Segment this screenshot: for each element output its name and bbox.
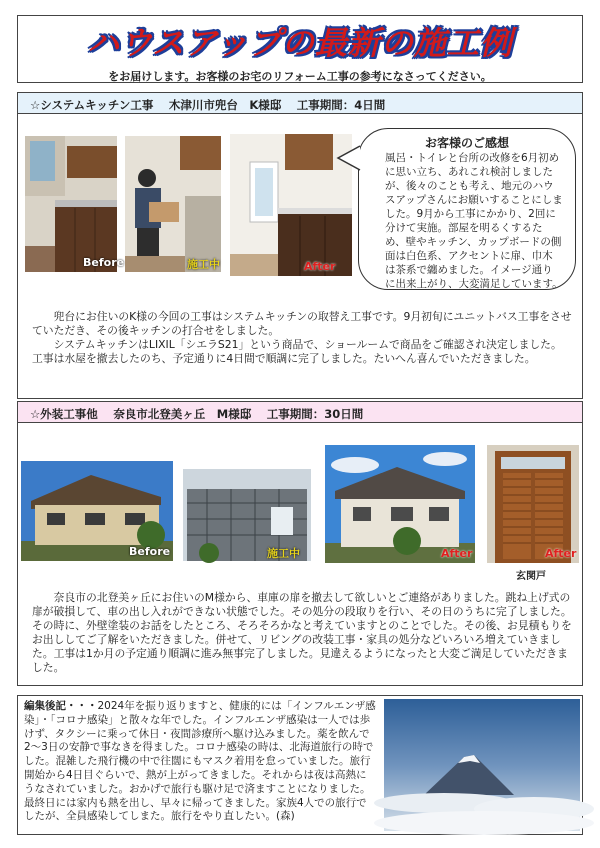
- house-during-photo: [183, 469, 311, 561]
- kitchen-before-photo: [25, 136, 125, 272]
- after-label-3: After: [545, 547, 577, 560]
- section1-body-p1: 兜台にお住いのK様の今回の工事はシステムキッチンの取替え工事です。9月初旬にユニットバス工事をさせていただき、その後キッチンの打合せをしました。: [32, 310, 572, 337]
- before-label-2: Before: [129, 545, 171, 558]
- editor-note: [24, 700, 376, 824]
- customer-voice-title: お客様のご感想: [424, 136, 509, 150]
- page-title: ハウスアップの最新の施工例: [87, 24, 513, 62]
- customer-voice-bubble: [358, 128, 576, 290]
- section1-box: [17, 113, 583, 399]
- customer-voice-text: 風呂・トイレと台所の改修を6月初めに思い立ち、あれこれ検討しましたが、後々のことも考え、地元のハウスアップさんにお願いすることにしました。9月から工事にかかり、2回に分けて実施。部屋を明るくするため、壁やキッチン、カップボードの側面は白色系、アクセントに扉、巾木は茶系で纏めました。イメージ通りに出来上がり、大変満足しています。: [385, 152, 563, 290]
- during-label-2: 施工中: [267, 547, 300, 560]
- header-box: [17, 15, 583, 83]
- section1-body-p2: システムキッチンはLIXIL「シエラS21」という商品で、ショールームで商品をご確認され決定しました。工事は水屋を撤去したのち、予定通りに4日間で順調に完了しました。たいへん喜んでいただきました。: [32, 338, 562, 365]
- section2-box: [17, 422, 583, 686]
- before-label: Before: [83, 256, 125, 269]
- editor-note-heading: 編集後記・・・: [24, 700, 98, 712]
- page-subtitle: をお届けします。お客様のお宅のリフォーム工事の参考になさってください。: [108, 70, 492, 83]
- kitchen-during-photo: [125, 136, 221, 272]
- editor-note-text: 2024年を振り返りますと、健康的には「インフルエンザ感染」・「コロナ感染」と散々な年でした。インフルエンザ感染は一人では歩けず、タクシーに乗って休日・夜間診療所へ駆け込みました。薬を飲んで2〜3日の安静で事なきを得ました。コロナ感染の時は、北海道旅行の時でした。混雑した飛行機の中で往闊にもマスク着用を怠っていました。旅行開始から4日目ぐらいで、熱が上がってきました。それからは夜は高熱にうなされていました。おかげで旅行も駆け足で済ますことになりました。最終日には家内も熱を出し、早々に帰ってきました。家族4人での旅行でしたが、全員感染してしまた。旅行をやり直したい。(森): [24, 700, 376, 823]
- section1-band: ☆システムキッチン工事 木津川市兜台 K様邸 工事期間：4日間: [17, 92, 583, 114]
- door-after-photo: [487, 445, 579, 563]
- house-before-photo: [21, 461, 173, 561]
- mount-fuji-photo: [384, 699, 580, 831]
- after-label: After: [304, 260, 336, 273]
- kitchen-after-photo: [230, 134, 352, 276]
- during-label: 施工中: [187, 258, 220, 271]
- section2-body: 奈良市の北登美ヶ丘にお住いのM様から、車庫の扉を撤去して欲しいとご連絡がありました。跳ね上げ式の扉が破損して、車の出し入れができない状態でした。その処分の段取りを行い、その日のうちに完了しました。その時に、外壁塗装のお話をしたところ、そろそろかなと考えていますとのことでした。その後、お見積もりをお出ししてご了解をいただきました。併せて、リビングの改装工事・家具の処分などいろいろ増えていきました。工事は1か月の予定通り順調に進み無事完了しました。見違えるようになったと大変ご満足していただきました。: [32, 591, 572, 674]
- bubble-tail: [336, 144, 362, 174]
- editor-note-box: [17, 695, 583, 835]
- after-label-2: After: [441, 547, 473, 560]
- section2-band: ☆外装工事他 奈良市北登美ヶ丘 M様邸 工事期間：30日間: [17, 401, 583, 423]
- door-caption: 玄関戸: [516, 571, 546, 582]
- house-after-photo: [325, 445, 475, 563]
